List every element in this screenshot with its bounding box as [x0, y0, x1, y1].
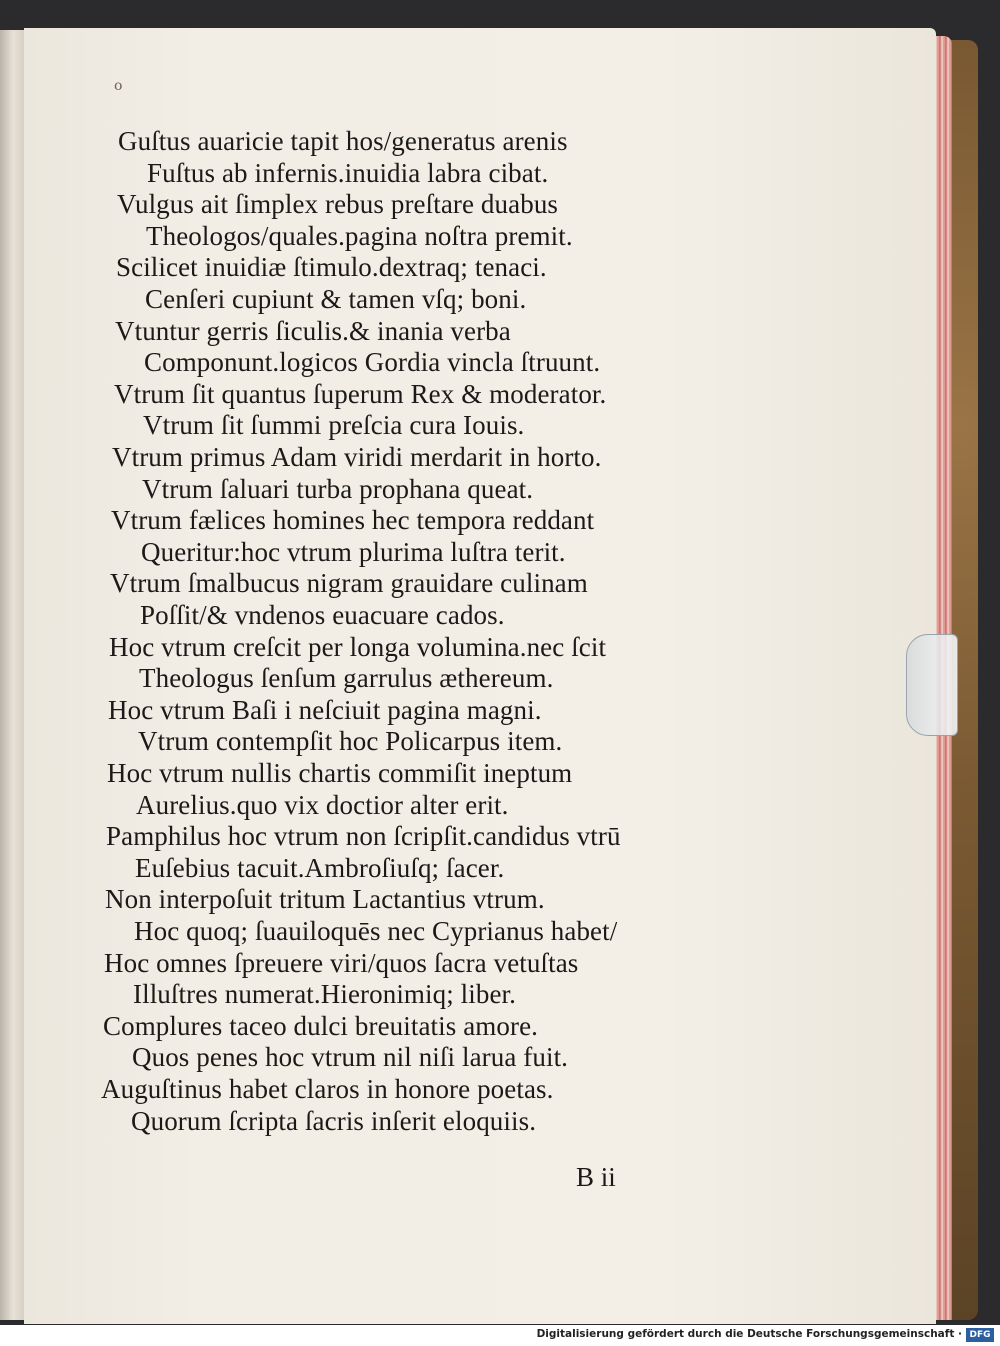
poem-line: Illuſtres numerat.Hieronimiq; liber. [133, 979, 517, 1010]
poem-line: Vtrum contempſit hoc Policarpus item. [138, 726, 563, 757]
poem-line: Hoc vtrum creſcit per longa volumina.nec ſcit [109, 631, 607, 662]
poem-line: Vtuntur gerris ſiculis.& inania verba [115, 315, 511, 346]
poem-line: Vtrum fælices homines hec tempora reddant [111, 505, 595, 536]
poem-line: Scilicet inuidiæ ſtimulo.dextraq; tenaci. [116, 252, 547, 283]
poem-line: Vulgus ait ſimplex rebus preſtare duabus [117, 189, 559, 220]
poem-line: Vtrum ſit ſummi preſcia cura Iouis. [143, 410, 525, 441]
poem-line: Aurelius.quo vix doctior alter erit. [136, 789, 509, 820]
poem-line: Hoc vtrum Baſi i neſciuit pagina magni. [108, 694, 542, 725]
poem-line: Vtrum ſit quantus ſuperum Rex & moderator. [114, 378, 607, 409]
poem-line: Pamphilus hoc vtrum non ſcripſit.candidus vtrū [106, 821, 621, 852]
poem-line: Hoc vtrum nullis chartis commiſit ineptum [107, 758, 573, 788]
poem-line: Guſtus auaricie tapit hos/generatus arenis [118, 126, 568, 156]
signature-mark: B ii [576, 1162, 616, 1192]
poem-line: Quos penes hoc vtrum nil niſi larua fuit. [132, 1042, 569, 1073]
poem-line: Componunt.logicos Gordia vincla ſtruunt. [144, 347, 601, 378]
poem-line: Vtrum primus Adam viridi merdarit in horto. [112, 442, 602, 472]
poem-line: Hoc quoq; ſuauiloquēs nec Cyprianus habet/ [134, 916, 618, 946]
poem-line: Complures taceo dulci breuitatis amore. [103, 1010, 539, 1041]
footer-credit: Digitalisierung gefördert durch die Deutsche Forschungsgemeinschaft · [536, 1328, 962, 1340]
margin-mark: o [114, 78, 123, 94]
poem-line: Queritur:hoc vtrum plurima luſtra terit. [141, 536, 566, 567]
poem-line: Vtrum ſmalbucus nigram grauidare culinam [110, 568, 588, 599]
poem-line: Poſſit/& vndenos euacuare cados. [140, 600, 505, 630]
page-clip [906, 634, 958, 736]
show-through-text [760, 130, 930, 162]
poem-line: Quorum ſcripta ſacris inſerit eloquiis. [131, 1105, 537, 1136]
poem-line: Auguſtinus habet claros in honore poetas. [101, 1074, 554, 1104]
poem-line: Theologus ſenſum garrulus æthereum. [139, 663, 554, 694]
left-page-edge [0, 30, 25, 1320]
poem-line: Fuſtus ab infernis.inuidia labra cibat. [147, 157, 549, 188]
poem-line: Hoc omnes ſpreuere viri/quos ſacra vetuſtas [104, 947, 579, 978]
poem-line: Non interpoſuit tritum Lactantius vtrum. [105, 884, 545, 915]
poem-line: Euſebius tacuit.Ambroſiuſq; ſacer. [135, 852, 505, 883]
dfg-logo: DFG [966, 1328, 994, 1342]
poem-line: Theologos/quales.pagina noſtra premit. [146, 220, 573, 251]
footer-bar [0, 1325, 1000, 1346]
poem-line: Cenſeri cupiunt & tamen vſq; boni. [145, 284, 527, 314]
poem-line: Vtrum ſaluari turba prophana queat. [142, 473, 534, 504]
